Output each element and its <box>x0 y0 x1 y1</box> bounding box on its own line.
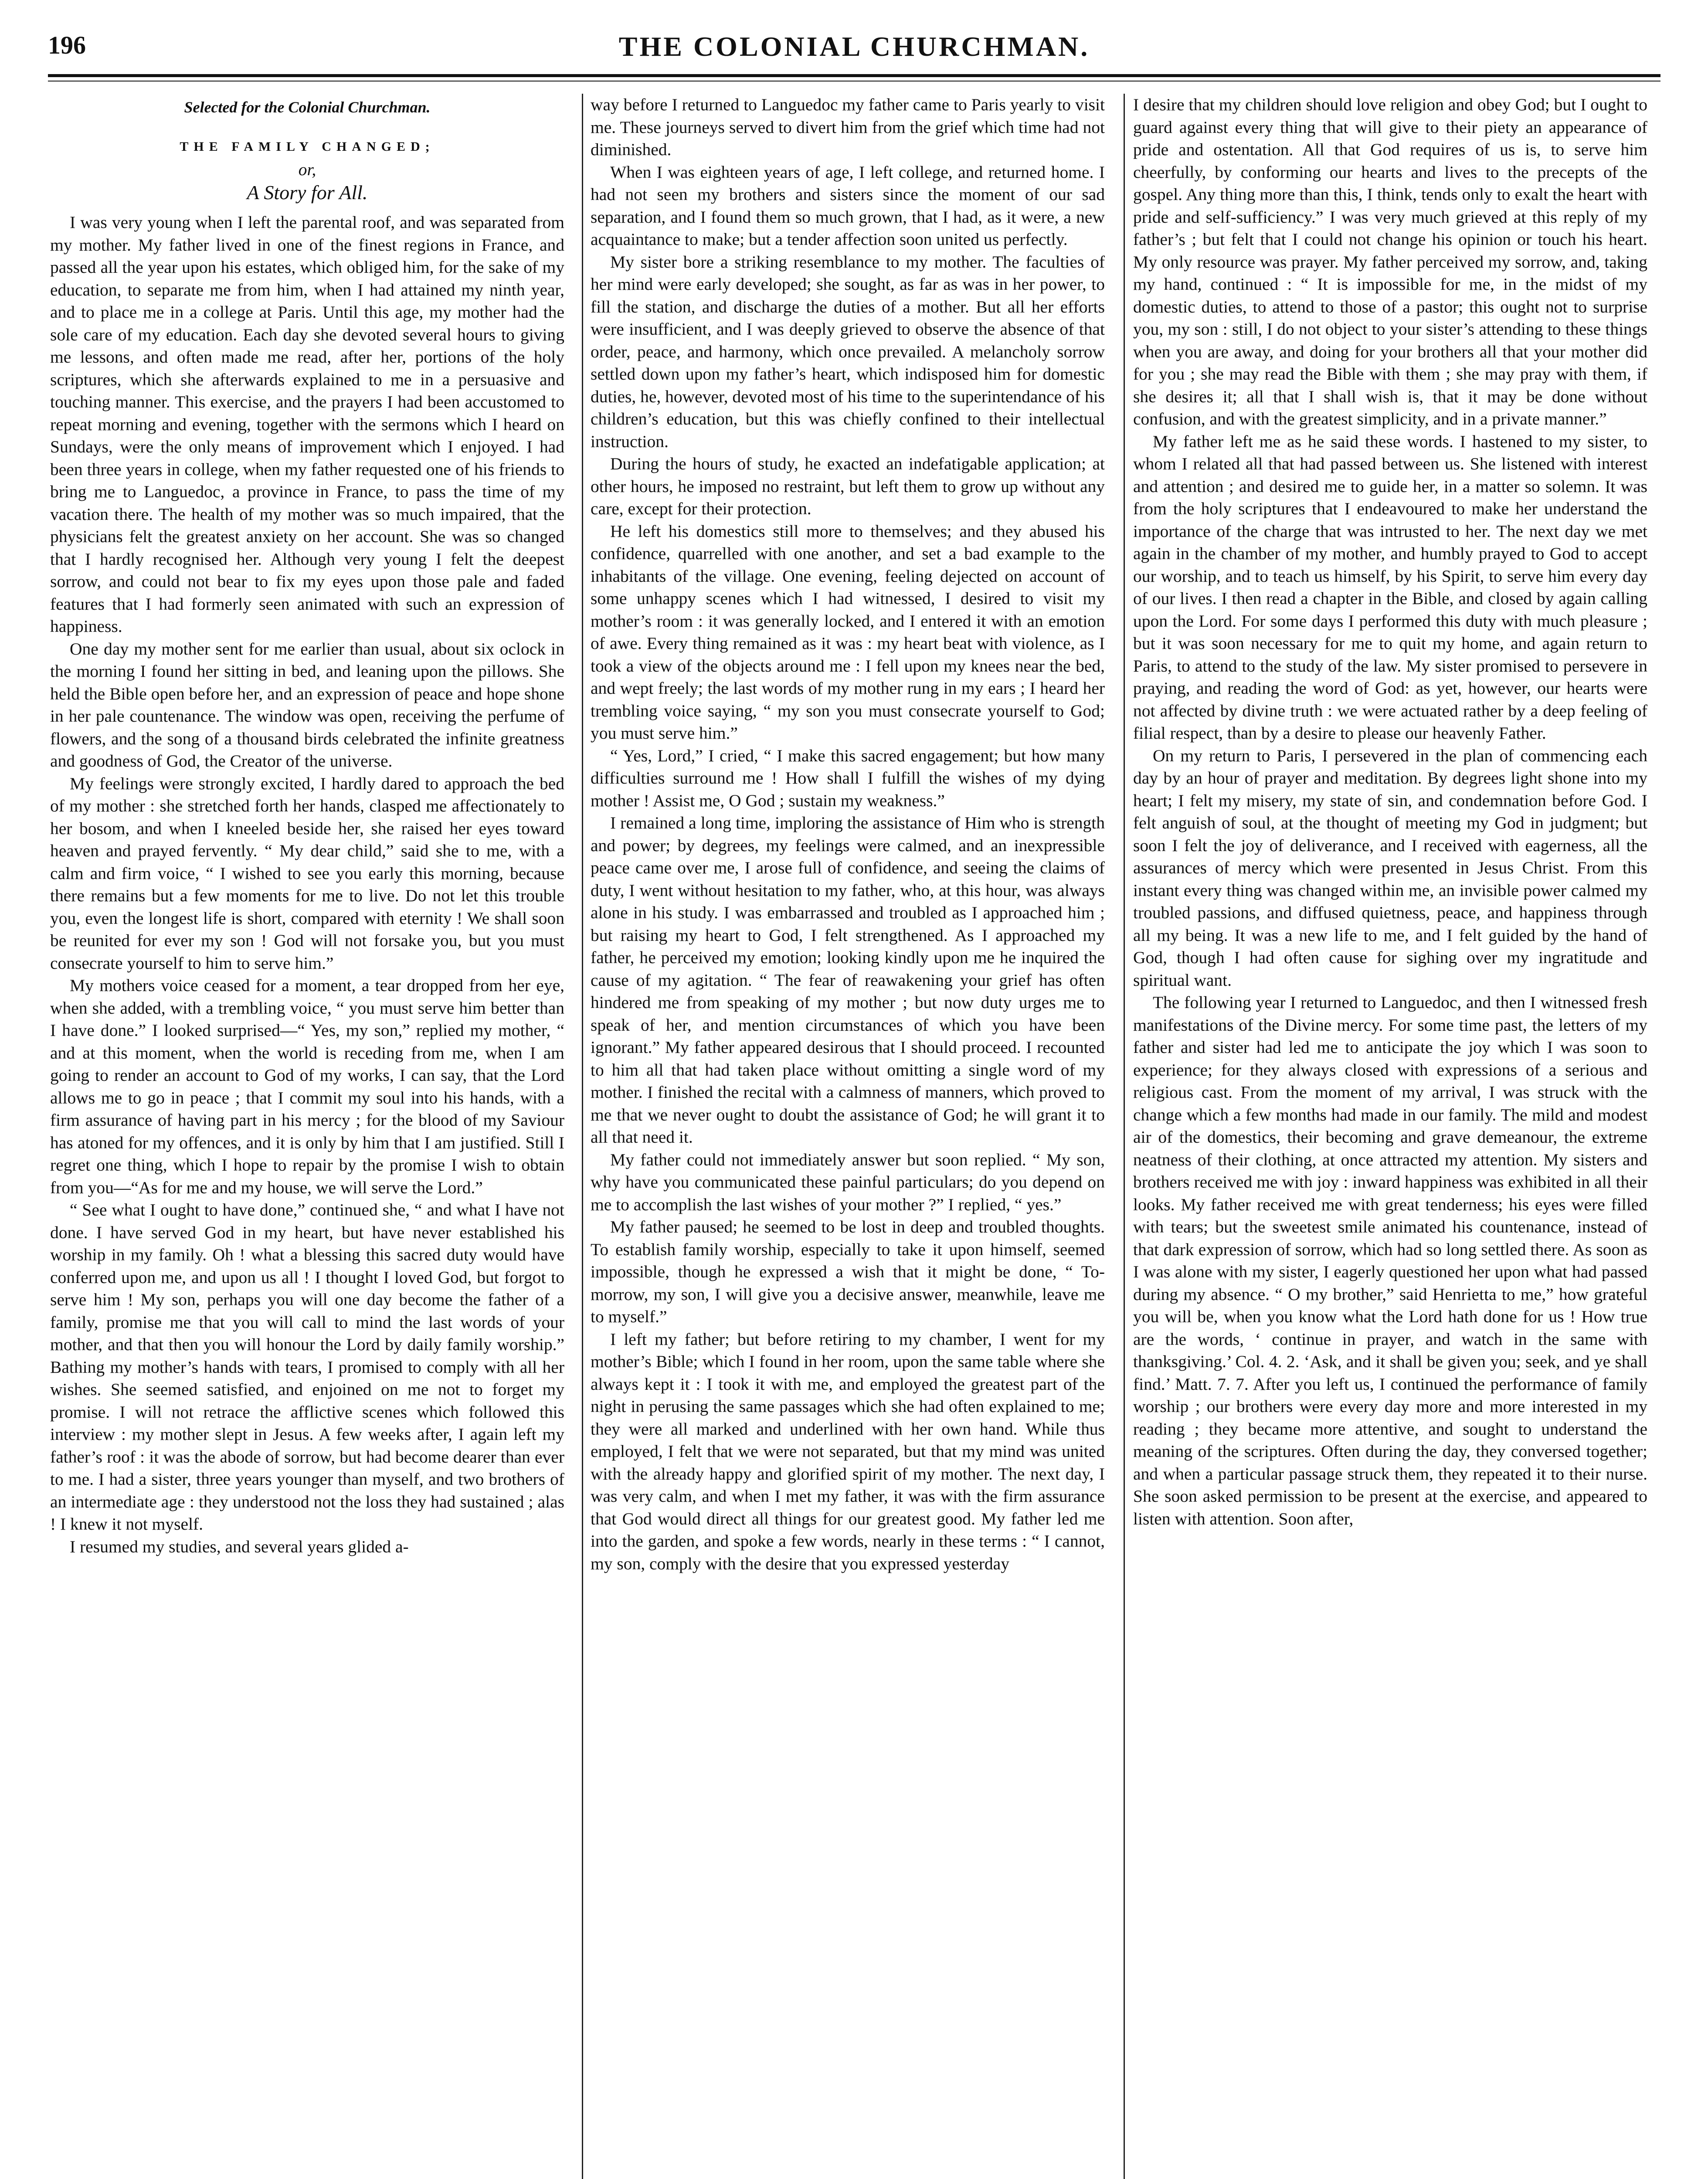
paragraph: My father paused; he seemed to be lost in deep and troubled thoughts. To establish family worship, especially to take it upon himself, seemed impossible, though he expressed a wish that it might be done, “ To-morrow, my son, I will give you a decisive answer, meanwhile, leave me to myself.” <box>591 1217 1105 1326</box>
paragraph: When I was eighteen years of age, I left college, and returned home. I had not seen my brothers and sisters since the moment of our sad separation, and I found them so much grown, that I had, as it were, a new acquaintance to make; but a tender affection soon united us perfectly. <box>591 162 1105 249</box>
paragraph: I remained a long time, imploring the assistance of Him who is strength and power; by degrees, my feelings were calmed, and an inexpressible peace came over me, I arose full of confidence, and seeing the claims of duty, I went without hesitation to my father, who, at this hour, was always alone in his study. I was embarrassed and troubled as I approached him ; but raising my heart to God, I felt strengthened. As I approached my father, he perceived my emotion; looking kindly upon me he inquired the cause of my agitation. “ The fear of reawakening your grief has often hindered me from speaking of my mother ; but now duty urges me to speak of her, and mention circumstances of which you have been ignorant.” My father appeared desirous that I should proceed. I recounted to him all that had taken place without omitting a single word of my mother. I finished the recital with a calmness of manners, which proved to me that we never ought to doubt the assistance of God; he will grant it to all that need it. <box>591 813 1105 1147</box>
header-rule-thick <box>48 74 1660 77</box>
column-1 <box>50 94 564 2179</box>
paragraph: “ Yes, Lord,” I cried, “ I make this sacred engagement; but how many difficulties surround me ! How shall I fulfill the wishes of my dying mother ! Assist me, O God ; sustain my weakness.” <box>591 746 1105 810</box>
column-divider <box>1124 94 1125 2179</box>
column-divider <box>582 94 583 2179</box>
paragraph: My father left me as he said these words. I hastened to my sister, to whom I related all that had passed between us. She listened with interest and attention ; and desired me to guide her, in a matter so solemn. It was from the holy scriptures that I endeavoured to make her understand the importance of the charge that was intrusted to her. The next day we met again in the chamber of my mother, and humbly prayed to God to accept our worship, and to teach us himself, by his Spirit, to serve him every day of our lives. I then read a chapter in the Bible, and closed by again calling upon the Lord. For some days I performed this duty with much pleasure ; but it was soon necessary for me to quit my home, and again return to Paris, to attend to the study of the law. My sister promised to persevere in praying, and reading the word of God: as yet, however, our hearts were not affected by divine truth : we were actuated rather by a deep feeling of filial respect, than by a desire to please our heavenly Father. <box>1133 431 1647 743</box>
paragraph: During the hours of study, he exacted an indefatigable application; at other hours, he imposed no restraint, but left them to grow up without any care, except for their protection. <box>591 454 1105 518</box>
paragraph: On my return to Paris, I persevered in the plan of commencing each day by an hour of prayer and meditation. By degrees light shone into my heart; I felt my misery, my state of sin, and condemnation before God. I felt anguish of soul, at the thought of meeting my God in judgment; but soon I felt the joy of deliverance, and I received with eagerness, all the assurances of mercy which were presented in Jesus Christ. From this instant every thing was changed within me, an invisible power calmed my troubled passions, and diffused quietness, peace, and happiness through all my being. It was a new life to me, and I felt guided by the hand of God, though I had often cause for sighing over my ingratitude and spiritual want. <box>1133 746 1647 990</box>
column-2 <box>591 94 1105 2179</box>
paragraph: The following year I returned to Languedoc, and then I witnessed fresh manifestations of the Divine mercy. For some time past, the letters of my father and sister had led me to anticipate the joy which I was soon to experience; for they always closed with expressions of a serious and religious cast. From the moment of my arrival, I was struck with the change which a few months had made in our family. The mild and modest air of the domestics, their becoming and grave demeanour, the extreme neatness of their clothing, at once attracted my attention. My sisters and brothers received me with joy : inward happiness was exhibited in all their looks. My father received me with great tenderness; his eyes were filled with tears; but the sweetest smile animated his countenance, instead of that dark expression of sorrow, which had so long settled there. As soon as I was alone with my sister, I eagerly questioned her upon what had passed during my absence. “ O my brother,” said Henrietta to me,” how grateful you will be, when you know what the Lord hath done for us ! How true are the words, ‘ continue in prayer, and watch in the same with thanksgiving.’ Col. 4. 2. ‘Ask, and it shall be given you; seek, and ye shall find.’ Matt. 7. 7. After you left us, I continued the performance of family worship ; our brothers were every day more and more interested in my reading ; they became more attentive, and sought to understand the meaning of the scriptures. Often during the day, they conversed together; and when a particular passage struck them, they repeated it to their nurse. She soon asked permission to be present at the exercise, and appeared to listen with attention. Soon after, <box>1133 993 1647 1528</box>
column-3 <box>1133 94 1647 2179</box>
story-title: THE FAMILY CHANGED; <box>180 139 435 154</box>
paragraph: My mothers voice ceased for a moment, a tear dropped from her eye, when she added, with a trembling voice, “ you must serve him better than I have done.” I looked surprised—“ Yes, my son,” replied my mother, “ and at this moment, when the world is receding from me, when I am going to render an account to God of my works, I can say, that the Lord allows me to go in peace ; that I commit my soul into his hands, with a firm assurance of having part in his mercy ; for the blood of my Saviour has atoned for my offences, and it is only by him that I am justified. Still I regret one thing, which I hope to repair by the promise I wish to obtain from you—“As for me and my house, we will serve the Lord.” <box>50 976 564 1197</box>
paragraph: My sister bore a striking resemblance to my mother. The faculties of her mind were early developed; she sought, as far as was in her power, to fill the station, and discharge the duties of a mother. But all her efforts were insufficient, and I was deeply grieved to observe the absence of that order, peace, and harmony, which once prevailed. A melancholy sorrow settled down upon my father’s heart, which indisposed him for domestic duties, he, however, devoted most of his time to the superintendance of his children’s education, but this was chiefly confined to their intellectual instruction. <box>591 252 1105 451</box>
story-subtitle: A Story for All. <box>247 181 368 204</box>
page-number: 196 <box>48 31 86 59</box>
story-or: or, <box>298 160 316 179</box>
paragraph: My father could not immediately answer but soon replied. “ My son, why have you communicated these painful particulars; do you depend on me to accomplish the last wishes of your mother ?” I replied, “ yes.” <box>591 1150 1105 1214</box>
paragraph-continued: I desire that my children should love religion and obey God; but I ought to guard against every thing that will give to their piety an appearance of pride and ostentation. All that God requires of us is, to serve him cheerfully, by conforming our hearts and lives to the precepts of the gospel. Any thing more than this, I think, tends only to exalt the heart with pride and self-sufficiency.” I was very much grieved at this reply of my father’s ; but felt that I could not change his opinion or touch his heart. My only resource was prayer. My father perceived my sorrow, and, taking my hand, continued : “ It is impossible for me, in the midst of my domestic duties, to attend to those of a pastor; this ought not to surprise you, my son : still, I do not object to your sister’s attending to these things when you are away, and doing for your brothers all that your mother did for you ; she may read the Bible with them ; she may pray with them, if she desires it; all that I shall wish is, that it may be done without confusion, and with the greatest simplicity, and in a private manner.” <box>1133 95 1647 428</box>
paragraph-continued: way before I returned to Languedoc my father came to Paris yearly to visit me. These journeys served to divert him from the grief which time had not diminished. <box>591 95 1105 159</box>
selected-for-line: Selected for the Colonial Churchman. <box>184 98 431 116</box>
paragraph: I was very young when I left the parental roof, and was separated from my mother. My father lived in one of the finest regions in France, and passed all the year upon his estates, which obliged him, for the sake of my education, to separate me from him, when I had attained my ninth year, and to place me in a college at Paris. Until this age, my mother had the sole care of my education. Each day she devoted several hours to giving me lessons, and often made me read, after her, portions of the holy scriptures, which she afterwards explained to me in a persuasive and touching manner. This exercise, and the prayers I had been accustomed to repeat morning and evening, together with the sermons which I heard on Sundays, were the only means of improvement which I enjoyed. I had been three years in college, when my father requested one of his friends to bring me to Languedoc, a province in France, to pass the time of my vacation there. The health of my mother was so much impaired, that the physicians felt the greatest anxiety on her account. She was so changed that I hardly recognised her. Although very young I felt the deepest sorrow, and could not bear to fix my eyes upon those pale and faded features that I had formerly seen animated with such an expression of happiness. <box>50 213 564 636</box>
paragraph: I left my father; but before retiring to my chamber, I went for my mother’s Bible; which I found in her room, upon the same table where she always kept it : I took it with me, and employed the greatest part of the night in perusing the same passages which she had often explained to me; they were all marked and underlined with her own hand. While thus employed, I felt that we were not separated, but that my mind was united with the already happy and glorified spirit of my mother. The next day, I was very calm, and when I met my father, it was with the firm assurance that God would direct all things for our greatest good. My father led me into the garden, and spoke a few words, nearly in these terms : “ I cannot, my son, comply with the desire that you expressed yesterday <box>591 1329 1105 1573</box>
paragraph: He left his domestics still more to themselves; and they abused his confidence, quarrelled with one another, and set a bad example to the inhabitants of the village. One evening, feeling dejected on account of some unhappy scenes which I had witnessed, I desired to visit my mother’s room : it was generally locked, and I entered it with an emotion of awe. Every thing remained as it was : my heart beat with violence, as I took a view of the objects around me : I fell upon my knees near the bed, and wept freely; the last words of my mother rung in my ears ; I heard her trembling voice saying, “ my son you must consecrate yourself to God; you must serve him.” <box>591 521 1105 743</box>
masthead-title: THE COLONIAL CHURCHMAN. <box>618 31 1090 62</box>
paragraph: I resumed my studies, and several years glided a- <box>70 1537 409 1556</box>
paragraph: My feelings were strongly excited, I hardly dared to approach the bed of my mother : she stretched forth her hands, clasped me affectionately to her bosom, and when I kneeled beside her, she raised her eyes toward heaven and prayed fervently. “ My dear child,” said she to me, with a calm and firm voice, “ I wished to see you early this morning, because there remains but a few moments for me to live. Do not let this trouble you, even the longest life is short, compared with eternity ! We shall soon be reunited for ever my son ! God will not forsake you, but you must consecrate yourself to him to serve him.” <box>50 774 564 973</box>
paragraph: One day my mother sent for me earlier than usual, about six oclock in the morning I found her sitting in bed, and leaning upon the pillows. She held the Bible open before her, and an expression of peace and hope shone in her pale countenance. The window was open, receiving the perfume of flowers, and the song of a thousand birds celebrated the infinite greatness and goodness of God, the Creator of the universe. <box>50 639 564 770</box>
page-header <box>48 31 1660 78</box>
paragraph: “ See what I ought to have done,” continued she, “ and what I have not done. I have served God in my heart, but have never established his worship in my family. Oh ! what a blessing this sacred duty would have conferred upon me, and upon us all ! I thought I loved God, but forgot to serve him ! My son, perhaps you will one day become the father of a family, promise me that you will call to mind the last words of your mother, and that then you will honour the Lord by daily family worship.” Bathing my mother’s hands with tears, I promised to comply with all her wishes. She seemed satisfied, and enjoined on me not to forget my promise. I will not retrace the afflictive scenes which followed this interview : my mother slept in Jesus. A few weeks after, I again left my father’s roof : it was the abode of sorrow, but had become dearer than ever to me. I had a sister, three years younger than myself, and two brothers of an intermediate age : they understood not the loss they had sustained ; alas ! I knew it not myself. <box>50 1200 564 1534</box>
